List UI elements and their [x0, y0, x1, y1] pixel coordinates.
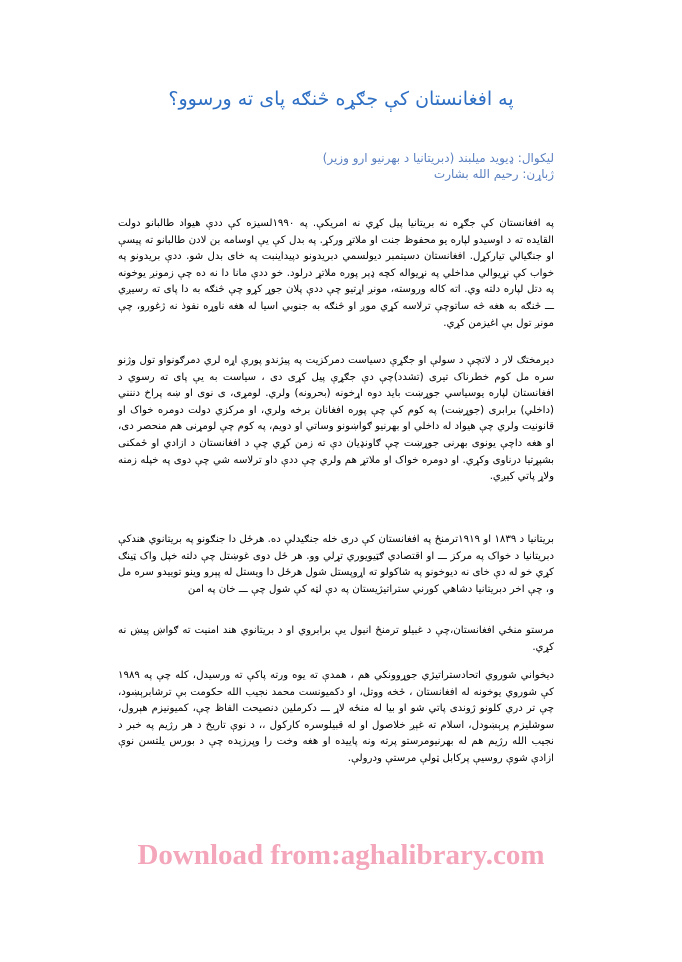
download-watermark: Download from:aghalibrary.com: [137, 839, 545, 871]
paragraph-1: په افغانستان کې جګړه نه بریتانیا پیل کړي نه امریکې. په ۱۹۹۰لسیزه کې ددې هیواد طالبانو دولت القایده ته د اوسیدو لپاره یو محفوظ جنت او ملاتړ ورکړ. په بدل کې یې اوسامه بن لادن طالبانو ته پیسې او جنګیالي تیارکړل. افغانستان دسیتمبر دیولسمي دبریدونو دپیداینبت په خای بدل شو. ددې بریدونو په خواب کې نړیوالي مداخلي په نړیواله کچه ډېر پوره ملاتړ درلود. خو ددې مانا دا نه ده چې زمونږ یوخونه په دتل لپاره دلته وي. اته کاله وروسته، مونږ اړتیو چې ددې پلان جوړ کړو چې څنګه به دا پای ته رسیږي ـــ څنګه به هغه څه ساتوچې ترلاسه کړي موږ او څنګه به جنوبي اسیا له هغه ناوړه نفوذ نه ژغورو، چې مونږ تول بې اغیزمن کړي.: [118, 218, 554, 329]
paragraph-5: دیخواني شوروي اتحادستراتیژي جوړوونکي هم ، همدې ته یوه ورته پاکې ته ورسیدل، کله چې په ۱۹۸۹ کې شوروي یوخونه له افغانستان ، څخه ووتل، او دکمیونست محمد نجیب الله حکومت بې ترشابرېښود، چې تر دري کلونو ژوندی پاتي شو او بیا له منځه لاړ ـــ دکرملین دنصیحت الفاظ چې، کمیونیزم هېرول، سوشلیزم پرېښودل، اسلام ته غېږ خلاصول او له قبیلوسره کارکول ،، د نوې تاریخ د هر رژیم په خبر د نجیب الله رژیم هم له بهرنیومرستو پرته ونه پاییده او هغه وخت را وپرزېده چې د بورس یلتسن نوې ازادې شوې روسیې پرکابل ټولې مرستې ودرولې.: [118, 670, 554, 764]
paragraph-3: بریتانیا د ۱۸۳۹ او ۱۹۱۹ترمنځ په افغانستان کې دری خله جنګیدلې ده. هرځل دا جنګونو په بریتانوي هندکې دبریتانیا د خواک په مرکز ـــ او اقتصادي ګټیویوري تړلي وو. هر ځل دوی غوښتل چې دلته خپل واک ټینګ کړي خو له دې خای نه دیوخونو په شاکولو ته اړوپستل شول هرځل دا ویستل له پېرو وینو توییدو سره مل و، چې اخر دبریتانیا دشاهي کورني ستراتیژیستان په دې لټه کې شول چې ـــ خان په امن: [118, 534, 554, 595]
author-line: لیکوال: ډیوید میلبند (دبریتانیا د بهرنیو ارو وزیر): [322, 151, 554, 165]
paragraph-2: دیرمختګ لار د لاتچې د سولې او جګړې دسیاست دمرکزیت په پیژندو پورې اړه لري دمرګونواو تول وژنو سره مل کوم خطرناک تیری (تشدد)چې دې جګړې پیل کړی دی ، سیاست به یې پای ته رسوي د افغانستان لپاره یوسیاسي جوړښت باید دوه اړخونه (بحرونه) ولري. لومړی، ی نوی او ښه پراخ دننني (داخلي) برابری (جوړښت) په کوم کې چې پوره افغانان برخه ولري، او مرکزي دولت دومره خواک او قانونیت ولري چې هیواد له داخلي او بهرنیو ګواښونو وساتي او دویم، په کوم چې لومړنی هم منحصر دی، او هغه داچې یونوی بهرنی جوړښت چې ګاونډیان دې ته زمن کړي چې د افغانستان د ازادي او څمکنی بشپړتیا درناوی وکړي. او دومره خواک او ملاتړ هم ولري چې ددې داو ترلاسه شي چې دوی په خپله زمنه ولاړ پاتي کیږي.: [118, 355, 554, 483]
page-title: په افغانستان کې جګړه څنګه پای ته ورسوو؟: [168, 88, 514, 110]
translator-line: ژباړن: رحیم الله بشارت: [433, 167, 554, 181]
paragraph-4: مرستو منځي افغانستان،چې د غبیلو ترمنځ انیول یې برابروي او د بریتانوي هند امنیت ته ګواښ پیښ نه کړي.: [118, 625, 554, 653]
